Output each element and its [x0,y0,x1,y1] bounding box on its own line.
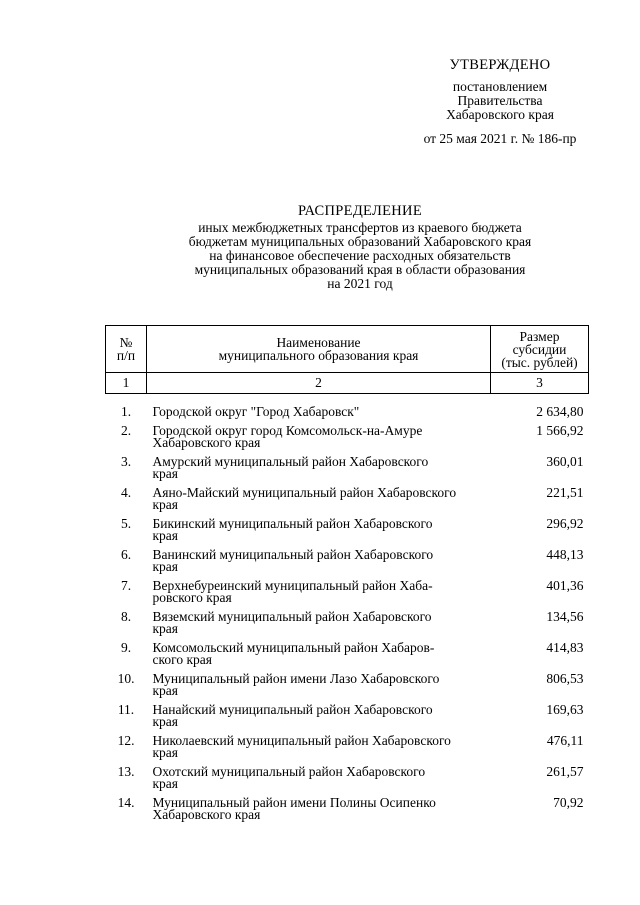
subsidy-amount: 296,92 [546,516,584,531]
subsidy-amount: 806,53 [546,671,584,686]
subsidy-amount: 169,63 [546,702,584,717]
municipality-name [147,580,491,611]
table-row [106,735,589,766]
name-line: Комсомольский муниципальный район Хабаров- [152,640,435,655]
approval-line: Правительства [457,93,543,108]
name-line: Муниципальный район имени Полины Осипенко [152,795,436,810]
name-line: Аяно-Майский муниципальный район Хабаровского [152,485,457,500]
name-line: края [152,528,179,543]
municipality-name [147,797,491,828]
table-row [106,518,589,549]
municipality-name [147,766,491,797]
document-title: РАСПРЕДЕЛЕНИЕ [298,203,422,219]
approval-line: Хабаровского края [446,107,554,122]
name-line: края [152,497,179,512]
row-number: 6. [120,547,132,562]
name-line: края [152,466,179,481]
column-number: 3 [491,373,589,394]
subsidy-amount: 448,13 [546,547,584,562]
heading-line: иных межбюджетных трансфертов из краевого бюджета [198,220,522,235]
name-line: Нанайский муниципальный район Хабаровского [152,702,433,717]
header-text: субсидии [512,341,567,357]
row-number: 7. [120,578,132,593]
column-number-row [106,373,589,394]
subsidy-amount: 360,01 [546,454,584,469]
name-line: Охотский муниципальный район Хабаровского [152,764,426,779]
row-number: 5. [120,516,132,531]
approval-line: постановлением [452,79,548,94]
row-number: 14. [117,795,135,810]
subsidy-amount: 414,83 [546,640,584,655]
header-number [106,326,147,373]
row-number: 11. [117,702,135,717]
row-number: 3. [120,454,132,469]
name-line: ского края [152,652,212,667]
header-text: п/п [116,348,136,363]
municipality-name [147,673,491,704]
table-row [106,704,589,735]
table-row [106,766,589,797]
municipality-name [147,735,491,766]
name-line: края [152,621,179,636]
subsidy-amount: 221,51 [546,485,584,500]
name-line: Амурский муниципальный район Хабаровского [152,454,429,469]
header-name [147,326,491,373]
heading-line: на финансовое обеспечение расходных обязательств [209,248,511,263]
subsidy-amount: 1 566,92 [536,423,584,438]
name-line: края [152,745,179,760]
header-text: муниципального образования края [218,348,419,363]
table-row [106,549,589,580]
subsidy-amount: 70,92 [553,795,584,810]
table-header-row [106,326,589,373]
name-line: Городской округ город Комсомольск-на-Амуре [152,423,423,438]
heading-line: на 2021 год [327,276,393,291]
name-line: края [152,776,179,791]
approval-date: от 25 мая 2021 г. № 186-пр [423,131,577,146]
header-text: (тыс. рублей) [501,354,578,370]
name-line: Вяземский муниципальный район Хабаровского [152,609,432,624]
approval-title: УТВЕРЖДЕНО [449,57,551,73]
name-line: Хабаровского края [152,807,261,822]
name-line: края [152,714,179,729]
table-row [106,425,589,456]
name-line: края [152,559,179,574]
table-row [106,456,589,487]
table-row [106,673,589,704]
column-number: 2 [147,373,491,394]
heading-line: муниципальных образований края в области образования [194,262,526,277]
municipality-name [147,611,491,642]
name-line: ровского края [152,590,232,605]
municipality-name [147,394,491,426]
subsidy-amount: 476,11 [546,733,584,748]
table-row [106,642,589,673]
subsidy-amount: 134,56 [546,609,584,624]
name-line: Хабаровского края [152,435,261,450]
subsidy-amount: 2 634,80 [536,404,584,419]
heading-line: бюджетам муниципальных образований Хабаровского края [188,234,532,249]
municipality-name [147,456,491,487]
municipality-name [147,487,491,518]
header-text: № [119,335,133,350]
name-line: Ванинский муниципальный район Хабаровского [152,547,434,562]
municipality-name [147,704,491,735]
distribution-table [105,325,589,828]
row-number: 9. [120,640,132,655]
document-heading [120,204,600,291]
row-number: 13. [117,764,135,779]
row-number: 1. [120,404,132,419]
name-line: края [152,683,179,698]
subsidy-amount: 401,36 [546,578,584,593]
name-line: Верхнебуреинский муниципальный район Хаба- [152,578,433,593]
header-text: Наименование [276,335,361,350]
row-number: 2. [120,423,132,438]
column-number: 1 [106,373,147,394]
row-number: 4. [120,485,132,500]
name-line: Николаевский муниципальный район Хабаровского [152,733,451,748]
municipality-name [147,518,491,549]
table-row [106,611,589,642]
header-amount [491,326,589,373]
name-line: Городской округ "Город Хабаровск" [152,404,360,419]
table-row [106,797,589,828]
subsidy-amount: 261,57 [546,764,584,779]
table-row [106,487,589,518]
name-line: Муниципальный район имени Лазо Хабаровского [152,671,440,686]
municipality-name [147,425,491,456]
municipality-name [147,642,491,673]
table-row [106,580,589,611]
row-number: 10. [117,671,135,686]
municipality-name [147,549,491,580]
row-number: 8. [120,609,132,624]
approval-block [400,58,600,146]
header-text: Размер [519,328,560,344]
row-number: 12. [117,733,135,748]
name-line: Бикинский муниципальный район Хабаровского [152,516,433,531]
table-row [106,394,589,426]
